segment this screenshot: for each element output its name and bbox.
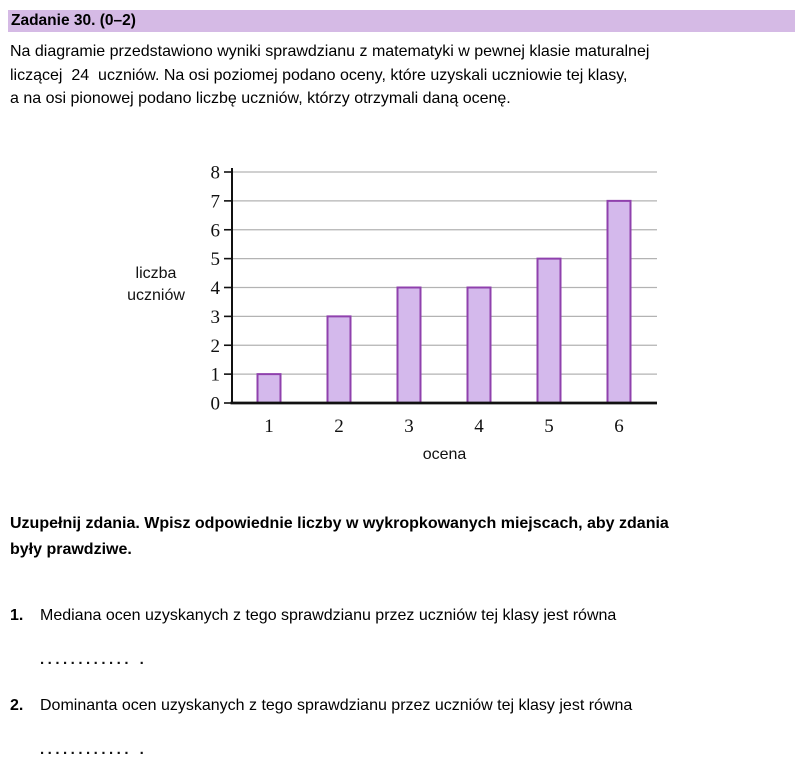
svg-text:5: 5 [210,249,220,271]
task-header-bar [8,10,795,32]
svg-text:5: 5 [544,416,554,437]
svg-text:6: 6 [210,220,220,242]
svg-text:7: 7 [210,191,220,213]
question-text: Mediana ocen uzyskanych z tego sprawdzianu przez uczniów tej klasy jest równa [40,607,617,624]
question-text: Dominanta ocen uzyskanych z tego sprawdzianu przez uczniów tej klasy jest równa [40,697,633,714]
question-item-2 [10,697,632,715]
svg-text:3: 3 [210,306,220,328]
instruction-text [10,511,669,563]
svg-text:3: 3 [404,416,414,437]
svg-text:4: 4 [210,278,220,299]
answer-blank-2: ............ . [40,741,148,758]
svg-text:2: 2 [210,335,220,357]
svg-text:liczba: liczba [135,265,177,282]
svg-text:1: 1 [264,416,274,437]
svg-text:1: 1 [210,364,220,386]
bar-chart [98,148,678,478]
svg-text:0: 0 [210,393,220,415]
svg-text:ocena: ocena [422,446,467,463]
svg-text:6: 6 [614,416,624,437]
bar-chart-container [98,148,678,478]
intro-line: liczącej 24 uczniów. Na osi poziomej podano oceny, które uzyskali uczniowie tej klasy, [10,66,628,84]
intro-line: Na diagramie przedstawiono wyniki sprawdzianu z matematyki w pewnej klasie maturalnej [10,43,650,60]
task-title: Zadanie 30. (0–2) [11,12,136,29]
question-item-1 [10,607,616,625]
svg-text:4: 4 [474,416,484,437]
answer-blank-1: ............ . [40,651,148,668]
instruction-line: Uzupełnij zdania. Wpisz odpowiednie liczby w wykropkowanych miejscach, aby zdania [10,515,669,532]
intro-paragraph [10,40,649,111]
question-number: 2. [10,697,24,714]
instruction-line: były prawdziwe. [10,541,132,558]
intro-line: a na osi pionowej podano liczbę uczniów, którzy otrzymali daną ocenę. [10,90,511,107]
question-number: 1. [10,607,24,624]
svg-text:8: 8 [210,162,220,184]
svg-text:uczniów: uczniów [127,287,185,304]
svg-text:2: 2 [334,416,344,437]
